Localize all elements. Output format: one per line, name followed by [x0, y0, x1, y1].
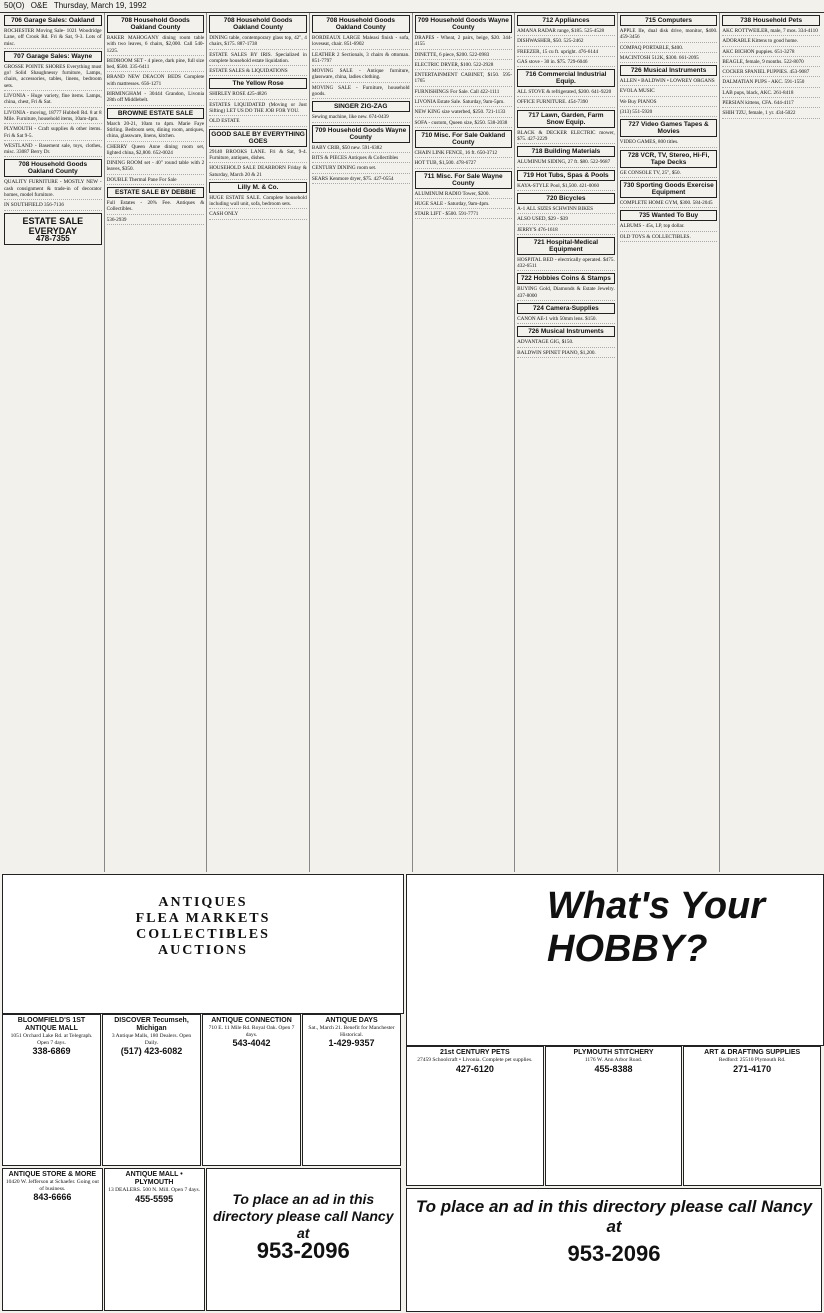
- directory-ad-text: To place an ad in this directory please call Nancy at: [415, 1197, 813, 1236]
- classified-ad: SEARS Kenmore dryer, $75. 427-0554: [312, 176, 410, 184]
- classified-ad: GE CONSOLE TV, 25", $50.: [620, 170, 718, 178]
- classified-ad: COMPAQ PORTABLE, $400.: [620, 45, 718, 53]
- section-heading: 708 Household Goods Oakland County: [4, 159, 102, 177]
- business-ad: [302, 1014, 401, 1166]
- section-heading: SINGER ZIG-ZAG: [312, 101, 410, 112]
- classified-ad: BALDWIN SPINET PIANO, $1,200.: [517, 350, 615, 358]
- business-ad: [2, 1014, 101, 1166]
- antiques-line-3: COLLECTIBLES: [136, 927, 270, 942]
- business-ad: [102, 1014, 201, 1166]
- business-phone: 843-6666: [33, 1192, 72, 1202]
- classified-ad: OLD ESTATE: [209, 118, 307, 126]
- business-name: 21st CENTURY PETS: [440, 1049, 510, 1056]
- classified-ad: We Buy PIANOS: [620, 99, 718, 107]
- business-ad: [202, 1014, 301, 1166]
- section-heading: 708 Household Goods Oakland County: [107, 15, 205, 33]
- classified-ad: 536-2939: [107, 217, 205, 225]
- section-heading: 726 Musical Instruments: [517, 326, 615, 337]
- classified-ad: ADVANTAGE GIG, $150.: [517, 339, 615, 347]
- section-heading: 716 Commercial Industrial Equip.: [517, 69, 615, 87]
- business-text: Sat., March 21. Benefit for Manchester Historical.: [308, 1025, 395, 1038]
- business-name: ANTIQUE DAYS: [325, 1017, 378, 1024]
- classified-ad: OFFICE FURNITURE. 454-7390: [517, 99, 615, 107]
- classified-ad: ENTERTAINMENT CABINET, $150. 595-1765: [415, 72, 513, 87]
- section-heading: 709 Household Goods Wayne County: [312, 125, 410, 143]
- business-ad: [104, 1168, 205, 1311]
- classified-ad: BEDROOM SET - 4 piece, dark pine, full size bed, $500. 335-6411: [107, 58, 205, 73]
- section-heading: Lilly M. & Co.: [209, 182, 307, 193]
- classified-ad: KAYA-STYLE Pool, $1,500. 421-0060: [517, 183, 615, 191]
- business-phone: 543-4042: [232, 1038, 271, 1048]
- classified-ad: SOFA - custom, Queen size, $250. 538-2038: [415, 120, 513, 128]
- section-heading: 728 VCR, TV, Stereo, Hi-Fi, Tape Decks: [620, 150, 718, 168]
- section-heading: 707 Garage Sales: Wayne: [4, 51, 102, 62]
- classified-ad: VIDEO GAMES, 800 titles.: [620, 139, 718, 147]
- classified-ad: 29140 BROOKS LANE. Fri & Sat, 9-4. Furniture, antiques, dishes.: [209, 149, 307, 164]
- hobby-banner: [406, 874, 824, 1046]
- classified-ad: ALUMINUM RADIO Tower, $200.: [415, 191, 513, 199]
- classified-ad: DOUBLE Thermal Pane For Sale: [107, 177, 205, 185]
- classified-ad: CHERRY Queen Anne dining room set, lighted china, $2,800. 652-0024: [107, 144, 205, 159]
- business-text: 710 E. 11 Mile Rd. Royal Oak. Open 7 days.: [208, 1025, 295, 1038]
- classified-ad: LIVONIA Estate Sale. Saturday, 9am-5pm.: [415, 99, 513, 107]
- business-phone: 1-429-9357: [328, 1038, 375, 1048]
- business-ad: [683, 1046, 821, 1186]
- section-heading: 720 Bicycles: [517, 193, 615, 204]
- business-phone: 455-8388: [594, 1063, 633, 1074]
- directory-ad-phone: 953-2096: [256, 1238, 350, 1263]
- antiques-line-1: ANTIQUES: [158, 895, 248, 910]
- classified-column: [618, 13, 721, 872]
- classified-column: [310, 13, 413, 872]
- classified-ad: BAKER MAHOGANY dining room table with two leaves, 6 chairs, $2,000. Call 540-1225.: [107, 35, 205, 56]
- classified-ad: WESTLAND - Basement sale, toys, clothes, misc. 33087 Berry Dr.: [4, 143, 102, 158]
- classified-ad: AKC BICHON puppies. 651-3278: [722, 49, 820, 57]
- business-text: 10420 W. Jefferson at Schaefer. Going out of business.: [5, 1179, 99, 1192]
- classified-ad: DISHWASHER, $50. 525-2462: [517, 38, 615, 46]
- classified-ad: HOUSEHOLD SALE DEARBORN Friday & Saturday, March 20 & 21: [209, 165, 307, 180]
- section-heading: 724 Camera-Supplies: [517, 303, 615, 314]
- boxed-ad-phone: 478-7355: [35, 233, 70, 243]
- classified-ad: HUGE ESTATE SALE. Complete household including wall unit, sofa, bedroom sets.: [209, 195, 307, 210]
- section-heading: 712 Appliances: [517, 15, 615, 26]
- classified-ad: LEATHER 2 Sectionals, 3 chairs & ottoman. 851-7797: [312, 52, 410, 67]
- classified-ad: COMPLETE HOME GYM, $300. 584-2045: [620, 200, 718, 208]
- business-text: Redford: 25510 Plymouth Rd.: [718, 1057, 786, 1063]
- classified-ad: APPLE IIe, dual disk drive, monitor, $400. 459-3456: [620, 28, 718, 43]
- antique-directory-row-2: [2, 1168, 402, 1311]
- directory-ad-text: To place an ad in this directory please call Nancy at: [212, 1191, 394, 1241]
- business-ad: [545, 1046, 683, 1186]
- classified-ad: ALL STOVE & refrigerated, $200. 641-9220: [517, 89, 615, 97]
- section-heading: 706 Garage Sales: Oakland: [4, 15, 102, 26]
- classified-column: [207, 13, 310, 872]
- classified-ad: MOVING SALE - Antique furniture, glassware, china, ladies clothing.: [312, 68, 410, 83]
- directory-contact-ad: [206, 1168, 402, 1311]
- classified-columns: [2, 13, 822, 872]
- classified-ad: JERRY'S 476-1618: [517, 227, 615, 235]
- section-heading: 735 Wanted To Buy: [620, 210, 718, 221]
- section-heading: 722 Hobbies Coins & Stamps: [517, 273, 615, 284]
- business-phone: 271-4170: [733, 1063, 772, 1074]
- hobby-title: What's Your HOBBY?: [547, 885, 766, 970]
- classified-ad: OLD TOYS & COLLECTIBLES.: [620, 234, 718, 242]
- classified-ad: PERSIAN kittens, CFA. 644-4117: [722, 100, 820, 108]
- classified-column: [515, 13, 618, 872]
- classified-ad: SHIRLEY ROSE 425-4826: [209, 91, 307, 99]
- classified-ad: Sewing machine, like new. 674-0439: [312, 114, 410, 122]
- section-heading: 738 Household Pets: [722, 15, 820, 26]
- section-heading: 708 Household Goods Oakland County: [209, 15, 307, 33]
- section-heading: 709 Household Goods Wayne County: [415, 15, 513, 33]
- business-phone: (517) 423-6082: [120, 1046, 183, 1056]
- section-heading: 726 Musical Instruments: [620, 65, 718, 76]
- classified-ad: ESTATE SALES BY IRIS. Specialized in complete household estate liquidation.: [209, 52, 307, 67]
- classified-ad: FURNISHINGS For Sale. Call 422-1111: [415, 89, 513, 97]
- business-ad: [406, 1046, 544, 1186]
- section-heading: 710 Misc. For Sale Oakland County: [415, 130, 513, 148]
- section-heading: 718 Building Materials: [517, 146, 615, 157]
- classified-ad: DINETTE, 6 piece, $200. 522-0983: [415, 52, 513, 60]
- boxed-ad-title: ESTATE SALE EVERYDAY: [22, 215, 84, 236]
- hobby-directory-contact-ad: [406, 1188, 822, 1312]
- classified-ad: ROCHESTER Moving Sale- 1021 Woodridge Lane, off Crook Rd. Fri & Sat, 9-3. Lots of misc.: [4, 28, 102, 49]
- classified-ad: AKC ROTTWEILER, male, 7 mos. 334-4110: [722, 28, 820, 36]
- section-heading: The Yellow Rose: [209, 78, 307, 89]
- classified-ad: EVOLA MUSIC: [620, 88, 718, 96]
- business-text: 27459 Schoolcraft • Livonia. Complete pet supplies.: [417, 1057, 533, 1063]
- classified-ad: ESTATES LIQUIDATED (Moving or Just Sifting) LET US DO THE JOB FOR YOU.: [209, 102, 307, 117]
- classified-ad: BRAND NEW DEACON BEDS Complete with mattresses. 656-1271: [107, 74, 205, 89]
- business-text: 1051 Orchard Lake Rd. at Telegraph. Open 7 days.: [10, 1033, 93, 1046]
- classified-ad: BLACK & DECKER ELECTRIC mower, $75. 427-2229: [517, 130, 615, 145]
- section-heading: 711 Misc. For Sale Wayne County: [415, 171, 513, 189]
- classified-ad: FREEZER, 15 cu ft. upright. 476-6144: [517, 49, 615, 57]
- classified-ad: QUALITY FURNITURE - MOSTLY NEW - cash consignment & trade-in of decorator homes, model furniture.: [4, 179, 102, 200]
- classified-ad: GROSSE POINTE SHORES Everything must go! Solid Shaughnessy furniture, Lamps, chairs, accessories, tables, linens, bedroom sets.: [4, 64, 102, 91]
- classified-column: [105, 13, 208, 872]
- section-heading: GOOD SALE BY EVERYTHING GOES: [209, 129, 307, 147]
- classified-ad: ALUMINUM SIDING, 27 ft. $80. 522-9687: [517, 159, 615, 167]
- classified-ad: STAIR LIFT - $500. 591-7771: [415, 211, 513, 219]
- classified-ad: DRAPES - Wheat, 2 pairs, beige, $20. 344-4155: [415, 35, 513, 50]
- classified-ad: GAS stove - 30 in. $75. 729-6046: [517, 59, 615, 67]
- classified-ad: IN SOUTHFIELD 356-7136: [4, 202, 102, 210]
- business-text: 3 Antique Malls, 180 Dealers. Open Daily.: [111, 1033, 192, 1046]
- page-number: 50(O): [4, 1, 25, 10]
- classified-ad: ESTATE SALES & LIQUIDATIONS: [209, 68, 307, 76]
- classified-ad: March 20-21, 10am to 4pm. Marie Faye Stirling. Bedroom sets, dining room, antiques, china, glassware, linens, kitchen.: [107, 121, 205, 142]
- business-phone: 455-5595: [135, 1193, 174, 1204]
- section-heading: 730 Sporting Goods Exercise Equipment: [620, 180, 718, 198]
- classified-ad: CASH ONLY: [209, 211, 307, 219]
- classified-ad: BITS & PIECES Antiques & Collectibles: [312, 155, 410, 163]
- classified-ad: ALBUMS - 45s, LP, top dollar.: [620, 223, 718, 231]
- antiques-line-2: FLEA MARKETS: [135, 911, 271, 926]
- classified-ad: CENTURY DINING room set.: [312, 165, 410, 173]
- antiques-line-4: AUCTIONS: [158, 943, 248, 958]
- classified-column: [2, 13, 105, 872]
- classified-ad: BABY CRIB, $50 new. 591-6382: [312, 145, 410, 153]
- classified-ad: BUYING Gold, Diamonds & Estate Jewelry. 437-8000: [517, 286, 615, 301]
- classified-column: [720, 13, 822, 872]
- section-heading: 717 Lawn, Garden, Farm Snow Equip.: [517, 110, 615, 128]
- classified-ad: LIVONIA - Huge variety, fine items. Lamps, china, chest, Fri & Sat.: [4, 93, 102, 108]
- section-heading: 721 Hospital-Medical Equipment: [517, 237, 615, 255]
- classified-ad: A-1 ALL SIZES SCHWINN BIKES: [517, 206, 615, 214]
- classified-ad: DINING ROOM set - 40" round table with 2 leaves, $350.: [107, 160, 205, 175]
- classified-ad: HOSPITAL BED - electrically operated. $475. 432-6511: [517, 257, 615, 272]
- classified-ad: BEAGLE, female, 9 months. 522-8070: [722, 59, 820, 67]
- paper-name: O&E: [30, 1, 48, 10]
- classified-ad: MACINTOSH 512K, $300. 661-2095: [620, 55, 718, 63]
- classified-ad: ALLEN • BALDWIN • LOWREY ORGANS: [620, 78, 718, 86]
- business-name: ANTIQUE STORE & MORE: [8, 1171, 97, 1178]
- business-name: DISCOVER Tecumseh, Michigan: [114, 1017, 189, 1032]
- classified-ad: CHAIN LINK FENCE, 16 ft. 650-3712: [415, 150, 513, 158]
- business-ad: [2, 1168, 103, 1311]
- classified-ad: ADORABLE Kittens to good home.: [722, 38, 820, 46]
- classified-ad: HUGE SALE - Saturday, 9am-4pm.: [415, 201, 513, 209]
- boxed-ad: [4, 213, 102, 245]
- classified-ad: ELECTRIC DRYER, $100. 522-2928: [415, 62, 513, 70]
- classified-ad: BIRMINGHAM - 30444 Grandon, Livonia 28th off Middlebelt.: [107, 91, 205, 106]
- business-name: ANTIQUE CONNECTION: [211, 1017, 292, 1024]
- classified-ad: AMANA RADAR range, $185. 525-4528: [517, 28, 615, 36]
- section-heading: ESTATE SALE BY DEBBIE: [107, 187, 205, 198]
- section-heading: 727 Video Games Tapes & Movies: [620, 119, 718, 137]
- section-heading: BROWNE ESTATE SALE: [107, 108, 205, 119]
- section-heading: 715 Computers: [620, 15, 718, 26]
- classified-ad: DALMATIAN PUPS - AKC. 591-1550: [722, 79, 820, 87]
- hobby-directory-row: [406, 1046, 822, 1186]
- classified-ad: NEW KING size waterbed, $250. 721-1133: [415, 109, 513, 117]
- classified-ad: BORDEAUX LARGE Maleasi finish - sofa, loveseat, chair. 851-6902: [312, 35, 410, 50]
- classified-ad: ALSO USED, $29 - $39: [517, 216, 615, 224]
- classified-ad: MOVING SALE - Furniture, household goods.: [312, 85, 410, 100]
- business-name: ANTIQUE MALL • PLYMOUTH: [125, 1171, 183, 1186]
- antique-directory-row-1: [2, 1014, 402, 1166]
- classified-ad: CANON AE-1 with 50mm lens. $150.: [517, 316, 615, 324]
- classified-ad: LAB pups, black, AKC. 261-8418: [722, 90, 820, 98]
- classified-ad: LIVONIA - moving, 18777 Hubbell Rd. 8 at 8 Mile. Furniture, household items, 10am-4pm.: [4, 110, 102, 125]
- classified-ad: SHIH TZU, female, 1 yr. 434-5022: [722, 110, 820, 118]
- business-name: BLOOMFIELD'S 1ST ANTIQUE MALL: [17, 1017, 86, 1032]
- classified-ad: (313) 551-5920: [620, 109, 718, 117]
- page-header: [0, 0, 824, 13]
- business-name: PLYMOUTH STITCHERY: [573, 1049, 654, 1056]
- business-phone: 427-6120: [455, 1063, 494, 1074]
- antiques-banner: [2, 874, 404, 1014]
- classified-ad: PLYMOUTH - Craft supplies & other items. Fri & Sat 9-5.: [4, 126, 102, 141]
- classified-column: [413, 13, 516, 872]
- classified-ad: DINING table, contemporary glass top, 42", 4 chairs, $175. 887-1738: [209, 35, 307, 50]
- classified-ad: Full Estates - 20% Fee. Antiques & Collectibles.: [107, 200, 205, 215]
- classified-ad: COCKER SPANIEL PUPPIES. 453-9087: [722, 69, 820, 77]
- business-name: ART & DRAFTING SUPPLIES: [704, 1049, 801, 1056]
- directory-ad-phone: 953-2096: [567, 1241, 661, 1266]
- business-phone: 338-6869: [32, 1046, 71, 1056]
- business-text: 13 DEALERS. 500 N. Mill. Open 7 days.: [108, 1187, 201, 1193]
- classified-ad: HOT TUB, $1,500. 478-6727: [415, 160, 513, 168]
- business-text: 1176 W. Ann Arbor Road.: [584, 1057, 643, 1063]
- section-heading: 719 Hot Tubs, Spas & Pools: [517, 170, 615, 181]
- section-heading: 708 Household Goods Oakland County: [312, 15, 410, 33]
- issue-date: Thursday, March 19, 1992: [53, 1, 147, 10]
